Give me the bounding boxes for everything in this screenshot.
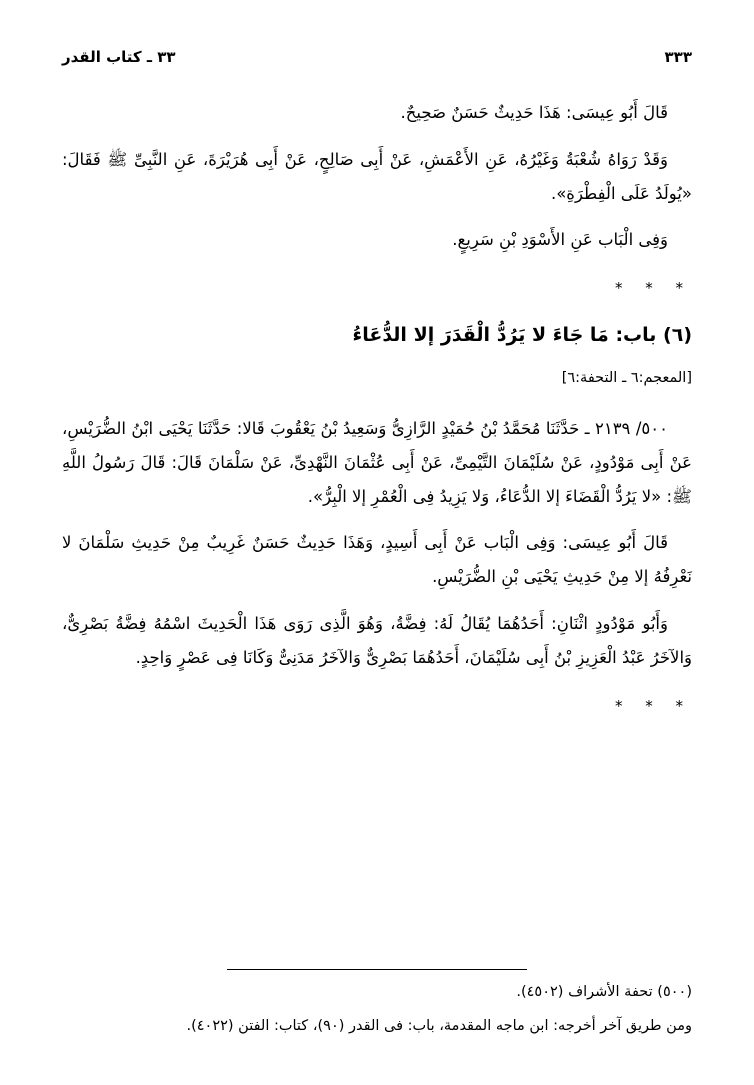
page-header bbox=[62, 48, 692, 66]
footnote-2: ومن طريق آخر أخرجه: ابن ماجه المقدمة، باب: فى القدر (٩٠)، كتاب: الفتن (٤٠٢٢). bbox=[186, 1018, 692, 1035]
paragraph-3: وَفِى الْبَاب عَنِ الأَسْوَدِ بْنِ سَرِيعٍ. bbox=[452, 230, 668, 250]
hadith-text: ٥٠٠/ ٢١٣٩ ـ حَدَّثَنَا مُحَمَّدُ بْنُ حُمَيْدٍ الرَّازِىُّ وَسَعِيدُ بْنُ يَعْقُوبَ قَالا: حَدَّثَنَا يَحْيَى ابْنُ الضُّرَيْسِ، عَنْ أَبِى مَوْدُودٍ، عَنْ سُلَيْمَانَ التَّيْمِىِّ، عَنْ أَبِى عُثْمَانَ النَّهْدِىِّ، عَنْ سَلْمَانَ قَالَ: قَالَ رَسُولُ اللَّهِ ﷺ: «لا يَرُدُّ الْقَضَاءَ إلا الدُّعَاءُ، وَلا يَزِيدُ فِى الْعُمْرِ إلا الْبِرُّ». bbox=[62, 418, 692, 506]
paragraph-4: قَالَ أَبُو عِيسَى: وَفِى الْبَاب عَنْ أَبِى أَسِيدٍ، وَهَذَا حَدِيثٌ حَسَنٌ غَرِيبٌ مِنْ حَدِيثِ سَلْمَانَ لا نَعْرِفُهُ إلا مِنْ حَدِيثِ يَحْيَى بْنِ الضُّرَيْسِ. bbox=[62, 533, 692, 587]
footnote-rule bbox=[227, 969, 527, 970]
section-divider-bottom: * * * bbox=[614, 696, 692, 715]
paragraph-1: قَالَ أَبُو عِيسَى: هَذَا حَدِيثٌ حَسَنٌ صَحِيحٌ. bbox=[400, 103, 668, 122]
footnotes bbox=[62, 969, 692, 1041]
section-divider-top: * * * bbox=[614, 279, 692, 298]
chapter-title: ٣٣ ـ كتاب القدر bbox=[62, 48, 176, 66]
paragraph-2: وَقَدْ رَوَاهُ شُعْبَةُ وَغَيْرُهُ، عَنِ الأَعْمَشِ، عَنْ أَبِى صَالِحٍ، عَنْ أَبِى هُرَيْرَةَ، عَنِ النَّبِىِّ ﷺ فَقَالَ: «يُولَدُ عَلَى الْفِطْرَةِ». bbox=[62, 149, 692, 203]
footnote-1: (٥٠٠) تحفة الأشراف (٤٥٠٢). bbox=[516, 983, 692, 1000]
paragraph-5: وَأَبُو مَوْدُودٍ اثْنَانِ: أَحَدُهُمَا يُقَالُ لَهُ: فِضَّةُ، وَهُوَ الَّذِى رَوَى هَذَا الْحَدِيثَ اسْمُهُ فِضَّةُ بَصْرِىٌّ، وَالآخَرُ عَبْدُ الْعَزِيزِ بْنُ أَبِى سُلَيْمَانَ، أَحَدُهُمَا بَصْرِىٌّ وَالآخَرُ مَدَنِىٌّ وَكَانَا فِى عَصْرٍ وَاحِدٍ. bbox=[62, 613, 692, 667]
page-body bbox=[62, 96, 692, 721]
page-number: ٣٣٣ bbox=[664, 48, 692, 66]
reference-index: [المعجم:٦ ـ التحفة:٦] bbox=[561, 370, 692, 387]
section-heading: (٦) باب: مَا جَاءَ لا يَرُدُّ الْقَدَرَ إلا الدُّعَاءُ bbox=[352, 324, 692, 346]
